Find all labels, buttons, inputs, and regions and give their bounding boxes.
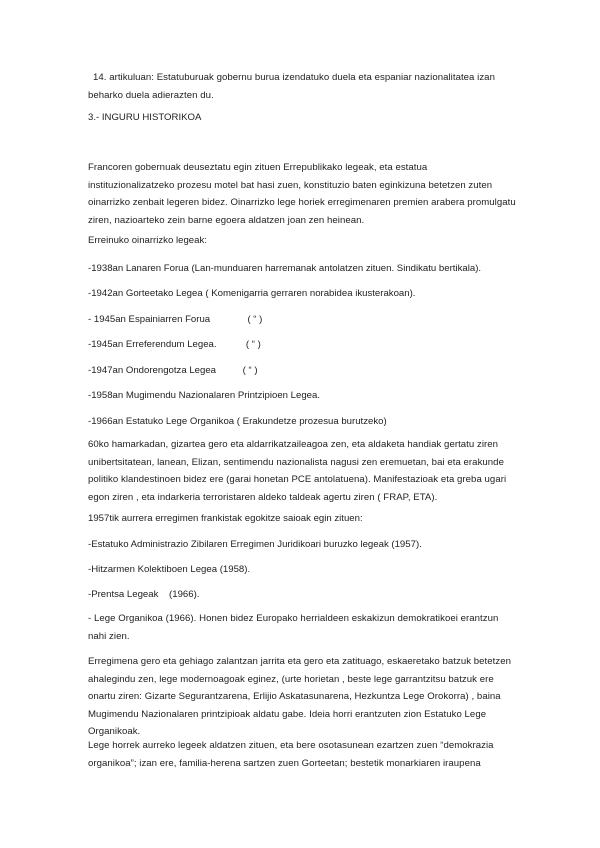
paragraph-franco-government: Francoren gobernuak deuseztatu egin zituen Errepublikako legeak, eta estatua instituzionalizatzeko prozesu motel bat hasi zuen, konstituzio baten eginkizuna betetzen zuten oinarrizko zenbait legeren bidez. Oinarrizko lege horiek erregimenaren premien arabera promulgatu ziren, nazioarteko zein barne egoera aldatzen joan zen heinean. [88, 162, 516, 226]
list-item-1947: -1947an Ondorengotza Legea ( “ ) [88, 365, 258, 376]
paragraph-regime-doubts: Erregimena gero eta gehiago zalantzan jarrita eta gero eta zatituago, eskaeretako batzuk betetzen ahalegindu zen, lege modernoagoak eginez, (urte horietan , beste lege garrantzitsu batzuk ere onartu ziren: Gizarte Segurantzarena, Erlijio Askatasunarena, Hezkuntza Lege Orokorra) , baina Mugimendu Nazionalaren printzipioak aldatu gabe. Ideia horri erantzuten zion Estatuko Lege Organikoak. [88, 656, 511, 737]
list-item-1942: -1942an Gorteetako Legea ( Komenigarria gerraren norabidea ikusterakoan). [88, 288, 416, 299]
list-item-lege-organikoa: - Lege Organikoa (1966). Honen bidez Europako herrialdeen eskakizun demokratikoei erantzun nahi zien. [88, 613, 499, 642]
list-item-administrazio: -Estatuko Administrazio Zibilaren Erregimen Juridikoari buruzko legeak (1957). [88, 539, 422, 550]
list-item-1945-referendum: -1945an Erreferendum Legea. ( “ ) [88, 339, 261, 350]
paragraph-article-14: 14. artikuluan: Estatuburuak gobernu burua izendatuko duela eta espaniar nazionalitatea izan beharko duela adierazten du. [88, 72, 495, 101]
list-item-1958: -1958an Mugimendu Nazionalaren Printzipioen Legea. [88, 390, 321, 401]
list-item-1966: -1966an Estatuko Lege Organikoa ( Erakundetze prozesua burutzeko) [88, 416, 387, 427]
list-item-1938: -1938an Lanaren Forua (Lan-munduaren harremanak antolatzen zituen. Sindikatu bertikala). [88, 263, 482, 274]
paragraph-organic-democracy: Lege horrek aurreko legeek aldatzen zituen, eta bere osotasunean ezartzen zuen “demokrazia organikoa”; izan ere, familia-herena sartzen zuen Gorteetan; bestetik monarkiaren iraupena [88, 740, 494, 769]
paragraph-sixties: 60ko hamarkadan, gizartea gero eta aldarrikatzaileagoa zen, eta aldaketa handiak gertatu ziren unibertsitatean, lanean, Elizan, sentimendu nazionalista nagusi zen eremuetan, bai eta erakunde politiko klandestinoen bidez ere (garai honetan PCE antolatuena). Manifestazioak eta greba ugari egon ziren , eta indarkeria terroristaren aldeko taldeak agertu ziren ( FRAP, ETA). [88, 439, 507, 503]
list-item-1945-forua: - 1945an Espainiarren Forua ( “ ) [88, 314, 263, 325]
paragraph-1957-intro: 1957tik aurrera erregimen frankistak egokitze saioak egin zituen: [88, 513, 363, 524]
list-item-prentsa: -Prentsa Legeak (1966). [88, 589, 200, 600]
list-item-hitzarmen: -Hitzarmen Kolektiboen Legea (1958). [88, 564, 251, 575]
paragraph-fundamental-laws-intro: Erreinuko oinarrizko legeak: [88, 235, 207, 246]
section-heading: 3.- INGURU HISTORIKOA [88, 112, 202, 123]
